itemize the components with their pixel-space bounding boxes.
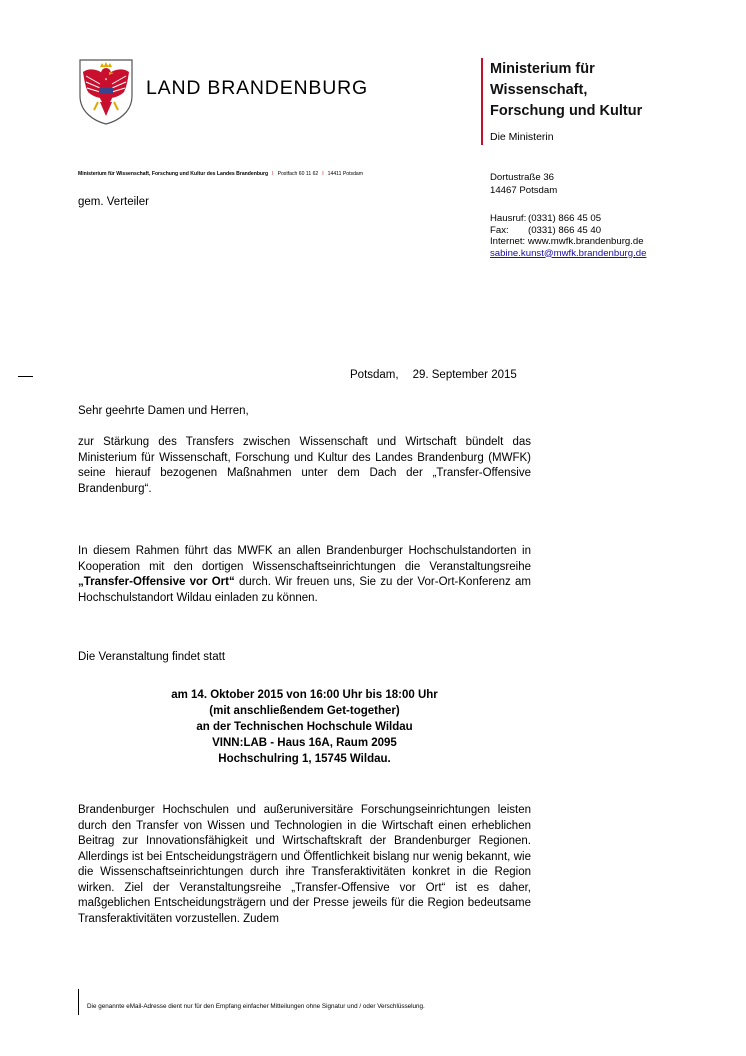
date-line	[350, 369, 517, 381]
sender-org: Ministerium für Wissenschaft, Forschung und Kultur des Landes Brandenburg	[78, 171, 269, 177]
ministry-name-line-3: Forschung und Kultur	[490, 103, 643, 119]
paragraph-2-start: In diesem Rahmen führt das MWFK an allen Brandenburger Hochschulstandorten in Kooperation mit den dortigen Wissenschaftseinrichtungen die Veranstaltungsreihe	[78, 545, 531, 573]
sender-return-address: Ministerium für Wissenschaft, Forschung und Kultur des Landes Brandenburg I Postfach 60 11 62 I 14411 Potsdam	[78, 171, 363, 177]
ministry-name	[490, 59, 642, 122]
ministry-name-line-2: Wissenschaft,	[490, 82, 588, 98]
footer-rule	[78, 989, 79, 1015]
paragraph-2	[78, 544, 531, 606]
web-value: www.mwfk.brandenburg.de	[527, 236, 644, 247]
address-street: Dortustraße 36	[490, 172, 554, 183]
ministry-subtitle: Die Ministerin	[490, 131, 554, 143]
paragraph-2-end: durch. Wir freuen uns, Sie zu der Vor-Ort-Konferenz am Hochschulstandort Wildau einladen zu können.	[78, 576, 532, 604]
sender-postbox: Postfach 60 11 62	[277, 171, 319, 177]
phone-label: Hausruf:	[490, 213, 527, 224]
address-city: 14467 Potsdam	[490, 184, 558, 196]
date-place: Potsdam,	[350, 369, 399, 381]
phone-value: (0331) 866 45 05	[528, 213, 602, 224]
event-address: Hochschulring 1, 15745 Wildau.	[218, 753, 391, 765]
brandenburg-eagle-crest-icon	[78, 58, 134, 126]
salutation: Sehr geehrte Damen und Herren,	[78, 405, 249, 417]
fax-value: (0331) 866 45 40	[528, 224, 602, 236]
paragraph-4: Brandenburger Hochschulen und außeruniversitäre Forschungseinrichtungen leisten durch den Transfer von Wissen und Technologien in die Wirtschaft einen erheblichen Beitrag zur Innovationsfähigkeit und Wirtschaftskraft der Brandenburger Regionen. Allerdings ist bei Entscheidungsträgern und Öffentlichkeit bislang nur wenig bekannt, wie die Wissenschaftseinrichtungen durch ihre Transferaktivitäten konkret in die Region wirken. Ziel der Veranstaltungsreihe „Transfer-Offensive vor Ort“ ist es daher, maßgeblichen Entscheidungsträgern und der Presse jeweils für die Region bedeutsame Transferaktivitäten vorzustellen. Zudem	[78, 804, 531, 925]
fold-mark	[18, 376, 33, 377]
ministry-name-line-1: Ministerium für	[490, 61, 595, 77]
web-label: Internet:	[490, 236, 526, 247]
email-link[interactable]: sabine.kunst@mwfk.brandenburg.de	[490, 247, 647, 259]
paragraph-1: zur Stärkung des Transfers zwischen Wissenschaft und Wirtschaft bündelt das Ministerium für Wissenschaft, Forschung und Kultur des Landes Brandenburg (MWFK) seine hierauf bezogenen Maßnahmen unter dem Dach der „Transfer-Offensive Brandenburg“.	[78, 436, 531, 495]
sender-city: 14411 Potsdam	[327, 171, 363, 177]
paragraph-3: Die Veranstaltung findet statt	[78, 651, 226, 663]
event-venue: an der Technischen Hochschule Wildau	[196, 721, 413, 733]
date-value: 29. September 2015	[412, 369, 517, 381]
ministry-address	[490, 172, 557, 197]
event-room: VINN:LAB - Haus 16A, Raum 2095	[212, 737, 397, 749]
fax-label: Fax:	[490, 224, 509, 236]
recipient: gem. Verteiler	[78, 196, 149, 208]
state-name: LAND BRANDENBURG	[146, 77, 368, 99]
footer-note: Die genannte eMail-Adresse dient nur für den Empfang einfacher Mitteilungen ohne Signatur und / oder Verschlüsselung.	[87, 1003, 425, 1010]
event-get-together: (mit anschließendem Get-together)	[209, 705, 400, 717]
contact-block	[490, 213, 646, 259]
ministry-accent-rule	[481, 58, 483, 145]
series-name: „Transfer-Offensive vor Ort“	[78, 576, 235, 588]
event-date: am 14. Oktober 2015 von 16:00 Uhr bis 18:00 Uhr	[171, 689, 438, 701]
event-details	[78, 687, 531, 767]
